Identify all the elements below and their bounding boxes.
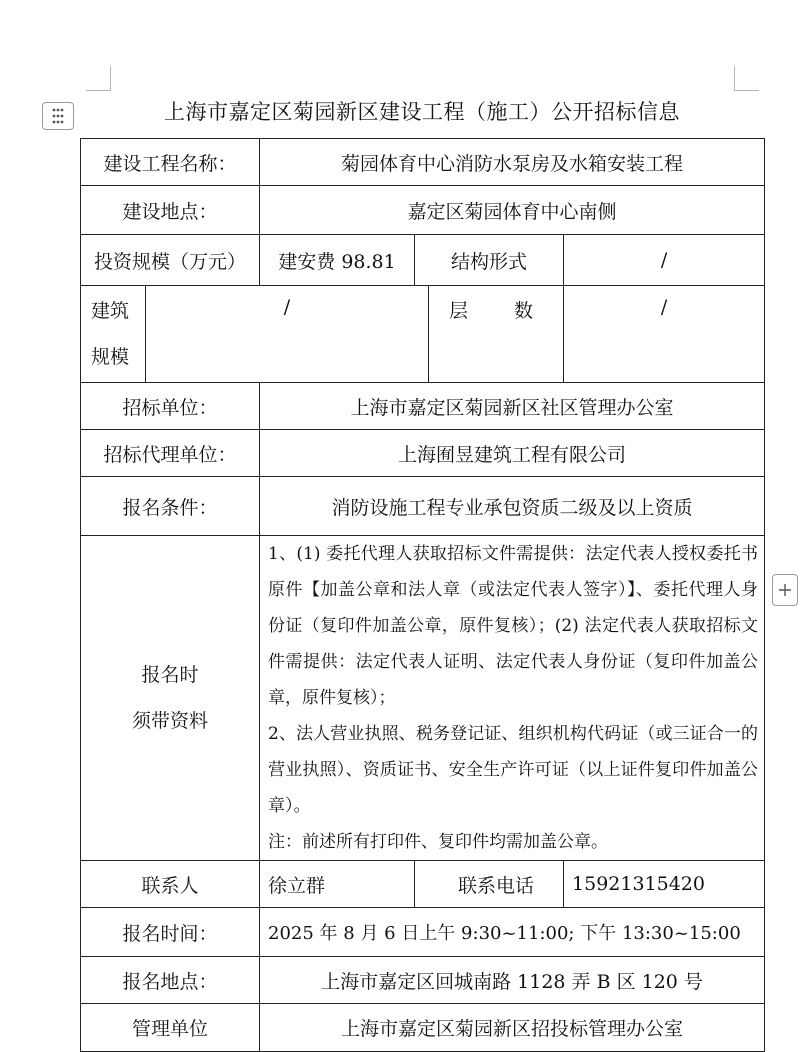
- tenderer-value: 上海市嘉定区菊园新区社区管理办公室: [260, 383, 765, 430]
- page-title: 上海市嘉定区菊园新区建设工程（施工）公开招标信息: [164, 100, 680, 124]
- location-label: 建设地点：: [81, 186, 260, 235]
- reg-time-value: 2025 年 8 月 6 日上午 9:30~11:00; 下午 13:30~15:00: [260, 908, 765, 957]
- table-row: [81, 957, 765, 1004]
- page-corner-mark-top-right: [734, 66, 759, 91]
- table-row: [81, 861, 765, 908]
- location-value: 嘉定区菊园体育中心南侧: [260, 186, 765, 235]
- documents-para-1: 1、(1) 委托代理人获取招标文件需提供：法定代表人授权委托书原件【加盖公章和法人章（或法定代表人签字）】、委托代理人身份证（复印件加盖公章，原件复核）；(2) 法定代表人获取招标文件需提供：法定代表人证明、法定代表人身份证（复印件加盖公章，原件复核）；: [268, 544, 759, 708]
- reg-time-label: 报名时间：: [81, 908, 260, 957]
- management-label: 管理单位: [81, 1004, 260, 1052]
- documents-para-2: 2、法人营业执照、税务登记证、组织机构代码证（或三证合一的营业执照）、资质证书、安全生产许可证（以上证件复印件加盖公章）。: [268, 724, 759, 816]
- investment-value: 建安费 98.81: [260, 235, 415, 286]
- floors-label-b: 数: [514, 300, 534, 322]
- documents-label-line2: 须带资料: [132, 710, 209, 732]
- agent-value: 上海囿昱建筑工程有限公司: [260, 430, 765, 477]
- floors-value: /: [564, 286, 765, 383]
- plus-icon: [778, 583, 792, 597]
- documents-label: [81, 536, 260, 861]
- table-row: [81, 235, 765, 286]
- phone-value: 15921315420: [564, 861, 765, 908]
- structure-value: /: [564, 235, 765, 286]
- building-scale-label: [81, 286, 146, 383]
- building-scale-value: /: [146, 286, 429, 383]
- table-row: [81, 1004, 765, 1052]
- documents-label-line1: 报名时: [141, 664, 199, 686]
- table-row: [81, 139, 765, 186]
- contact-value: 徐立群: [260, 861, 415, 908]
- project-name-label: 建设工程名称：: [81, 139, 260, 186]
- agent-label: 招标代理单位：: [81, 430, 260, 477]
- management-value: 上海市嘉定区菊园新区招投标管理办公室: [260, 1004, 765, 1052]
- building-scale-label-line2: 规模: [91, 346, 130, 368]
- table-row: [81, 430, 765, 477]
- contact-label: 联系人: [81, 861, 260, 908]
- documents-requirements: [260, 536, 765, 861]
- conditions-label: 报名条件：: [81, 477, 260, 536]
- investment-label: 投资规模（万元）: [81, 235, 260, 286]
- tender-info-table: [80, 138, 765, 1052]
- reg-place-label: 报名地点：: [81, 957, 260, 1004]
- page-corner-mark-top-left: [86, 66, 111, 91]
- add-column-button[interactable]: [772, 574, 798, 606]
- building-scale-label-line1: 建筑: [91, 300, 130, 322]
- table-row: [81, 908, 765, 957]
- documents-note: 注：前述所有打印件、复印件均需加盖公章。: [268, 832, 609, 852]
- drag-handle-icon: [49, 107, 67, 125]
- floors-label-a: 层: [449, 300, 469, 322]
- conditions-value: 消防设施工程专业承包资质二级及以上资质: [260, 477, 765, 536]
- table-row: [81, 477, 765, 536]
- structure-label: 结构形式: [415, 235, 564, 286]
- reg-place-value: 上海市嘉定区回城南路 1128 弄 B 区 120 号: [260, 957, 765, 1004]
- table-move-handle[interactable]: [42, 102, 74, 130]
- project-name-value: 菊园体育中心消防水泵房及水箱安装工程: [260, 139, 765, 186]
- table-row: [81, 536, 765, 861]
- table-row: [81, 383, 765, 430]
- phone-label: 联系电话: [415, 861, 564, 908]
- table-row: [81, 286, 765, 383]
- floors-label: [429, 286, 564, 383]
- table-row: [81, 186, 765, 235]
- tenderer-label: 招标单位：: [81, 383, 260, 430]
